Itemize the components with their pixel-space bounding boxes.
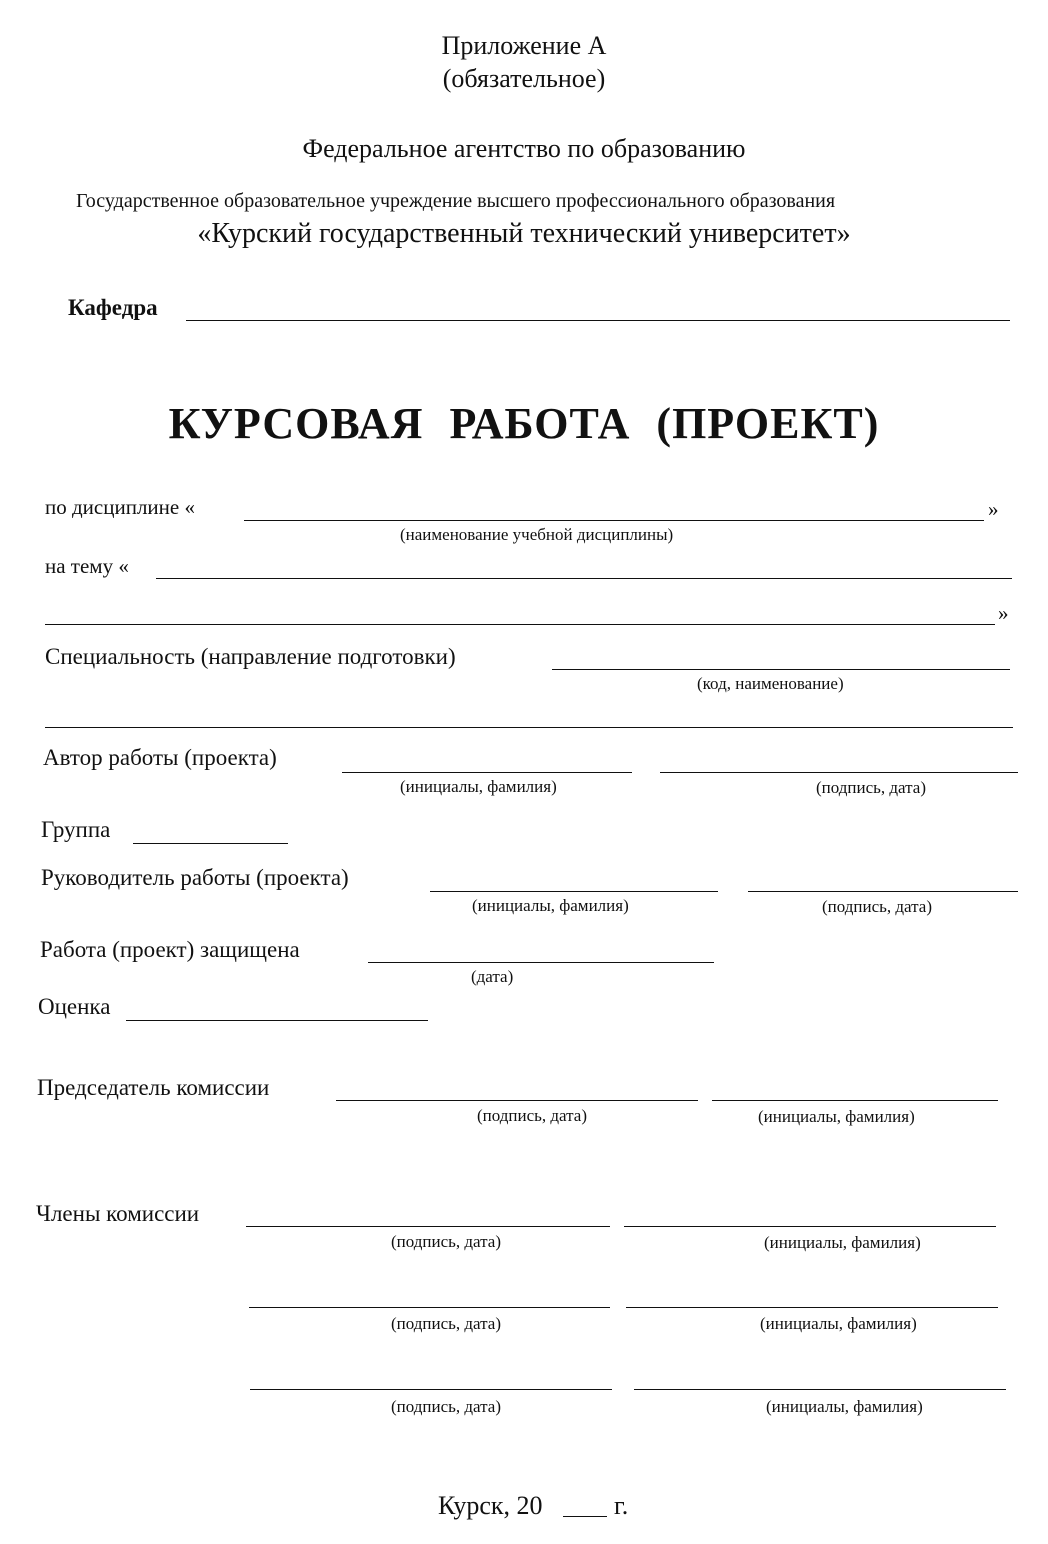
specialty-field[interactable] — [552, 669, 1010, 670]
discipline-label: по дисциплине « — [45, 495, 195, 519]
member-2-signature-hint: (подпись, дата) — [391, 1314, 502, 1333]
specialty-label: Специальность (направление подготовки) — [45, 644, 456, 669]
department-label: Кафедра — [68, 295, 158, 320]
author-label: Автор работы (проекта) — [43, 745, 277, 770]
discipline-hint: (наименование учебной дисциплины) — [400, 525, 674, 544]
department-field[interactable] — [186, 320, 1010, 321]
member-1-signature-field[interactable] — [246, 1226, 610, 1227]
member-2-name-hint: (инициалы, фамилия) — [760, 1314, 917, 1333]
discipline-close-quote: » — [988, 497, 999, 521]
footer-year-field[interactable] — [563, 1516, 607, 1517]
supervisor-signature-hint: (подпись, дата) — [822, 897, 933, 916]
defended-date-field[interactable] — [368, 962, 714, 963]
document-title: КУРСОВАЯ РАБОТА (ПРОЕКТ) — [168, 399, 880, 448]
appendix-note: (обязательное) — [442, 64, 606, 93]
supervisor-label: Руководитель работы (проекта) — [41, 865, 349, 890]
chairman-signature-field[interactable] — [336, 1100, 698, 1101]
topic-field-line2[interactable] — [45, 624, 995, 625]
supervisor-name-field[interactable] — [430, 891, 718, 892]
author-signature-field[interactable] — [660, 772, 1018, 773]
supervisor-signature-field[interactable] — [748, 891, 1018, 892]
chairman-name-field[interactable] — [712, 1100, 998, 1101]
member-3-signature-field[interactable] — [250, 1389, 612, 1390]
member-3-signature-hint: (подпись, дата) — [391, 1397, 502, 1416]
specialty-hint: (код, наименование) — [697, 674, 844, 693]
member-1-name-hint: (инициалы, фамилия) — [764, 1233, 921, 1252]
member-2-name-field[interactable] — [626, 1307, 998, 1308]
members-label: Члены комиссии — [36, 1201, 200, 1226]
member-2-signature-field[interactable] — [249, 1307, 610, 1308]
group-field[interactable] — [133, 843, 288, 844]
member-3-name-field[interactable] — [634, 1389, 1006, 1390]
chairman-label: Председатель комиссии — [37, 1075, 270, 1100]
chairman-name-hint: (инициалы, фамилия) — [758, 1107, 915, 1126]
defended-hint: (дата) — [471, 967, 514, 986]
member-1-signature-hint: (подпись, дата) — [391, 1232, 502, 1251]
author-signature-hint: (подпись, дата) — [816, 778, 927, 797]
grade-label: Оценка — [38, 994, 111, 1019]
appendix-label: Приложение А — [441, 31, 607, 60]
group-label: Группа — [41, 817, 111, 842]
university-name: «Курский государственный технический университет» — [197, 218, 851, 249]
footer-city-year: Курск, 20 — [438, 1491, 543, 1520]
institution-type: Государственное образовательное учреждение высшего профессионального образования — [76, 190, 836, 212]
topic-field-line1[interactable] — [156, 578, 1012, 579]
author-name-field[interactable] — [342, 772, 632, 773]
footer-year-suffix: г. — [614, 1491, 629, 1520]
member-1-name-field[interactable] — [624, 1226, 996, 1227]
specialty-field-line2[interactable] — [45, 727, 1013, 728]
discipline-field[interactable] — [244, 520, 984, 521]
supervisor-name-hint: (инициалы, фамилия) — [472, 896, 629, 915]
agency-name: Федеральное агентство по образованию — [302, 134, 746, 163]
grade-field[interactable] — [126, 1020, 428, 1021]
topic-label: на тему « — [45, 554, 129, 578]
author-name-hint: (инициалы, фамилия) — [400, 777, 557, 796]
chairman-signature-hint: (подпись, дата) — [477, 1106, 588, 1125]
member-3-name-hint: (инициалы, фамилия) — [766, 1397, 923, 1416]
topic-close-quote: » — [998, 601, 1009, 625]
defended-label: Работа (проект) защищена — [40, 937, 300, 962]
